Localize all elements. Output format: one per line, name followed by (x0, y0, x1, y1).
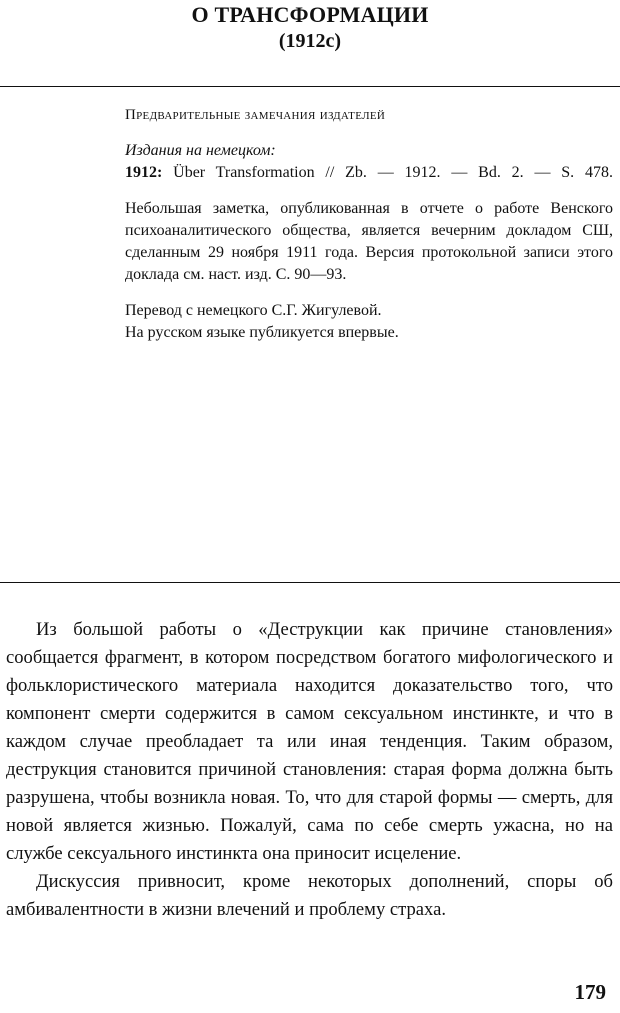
body-paragraph: Из большой работы о «Деструкции как причине становления» сообщается фрагмент, в котором посредством богатого мифологического и фольклористического материала находится доказательство того, что компонент смерти содержится в самом сексуальном инстинкте, и что в каждом случае преобладает та или иная тенденция. Таким образом, деструкция становится причиной становления: старая форма должна быть разрушена, чтобы возникла новая. То, что для старой формы — смерть, для новой является жизнью. Пожалуй, сама по себе смерть ужасна, но на службе сексуального инстинкта она приносит исцеление. (6, 619, 613, 864)
chapter-header (0, 2, 620, 54)
translation-info (125, 300, 613, 344)
editors-notes (125, 104, 613, 344)
bottom-divider (0, 582, 620, 583)
translation-line: Перевод с немецкого С.Г. Жигулевой. (125, 302, 382, 319)
page-number: 179 (574, 980, 606, 1004)
main-text (6, 616, 613, 924)
body-paragraph: Дискуссия привносит, кроме некоторых дополнений, споры об амбивалентности в жизни влечений и проблему страха. (6, 871, 613, 920)
editions-label: Издания на немецком: (125, 142, 276, 159)
edition-entry (125, 162, 613, 184)
publication-line: На русском языке публикуется впервые. (125, 324, 399, 341)
edition-year: 1912: (125, 164, 163, 181)
chapter-title: О ТРАНСФОРМАЦИИ (191, 2, 429, 27)
notes-heading: Предварительные замечания издателей (125, 107, 386, 123)
top-divider (0, 86, 620, 87)
chapter-year: (1912c) (278, 30, 342, 52)
notes-description: Небольшая заметка, опубликованная в отчете о работе Венского психоаналитического общества, является вечерним докладом СШ, сделанным 29 ноября 1911 года. Версия протокольной записи этого доклада см. наст. изд. С. 90—93. (125, 200, 613, 283)
edition-text: Über Transformation // Zb. — 1912. — Bd. 2. — S. 478. (162, 164, 613, 181)
